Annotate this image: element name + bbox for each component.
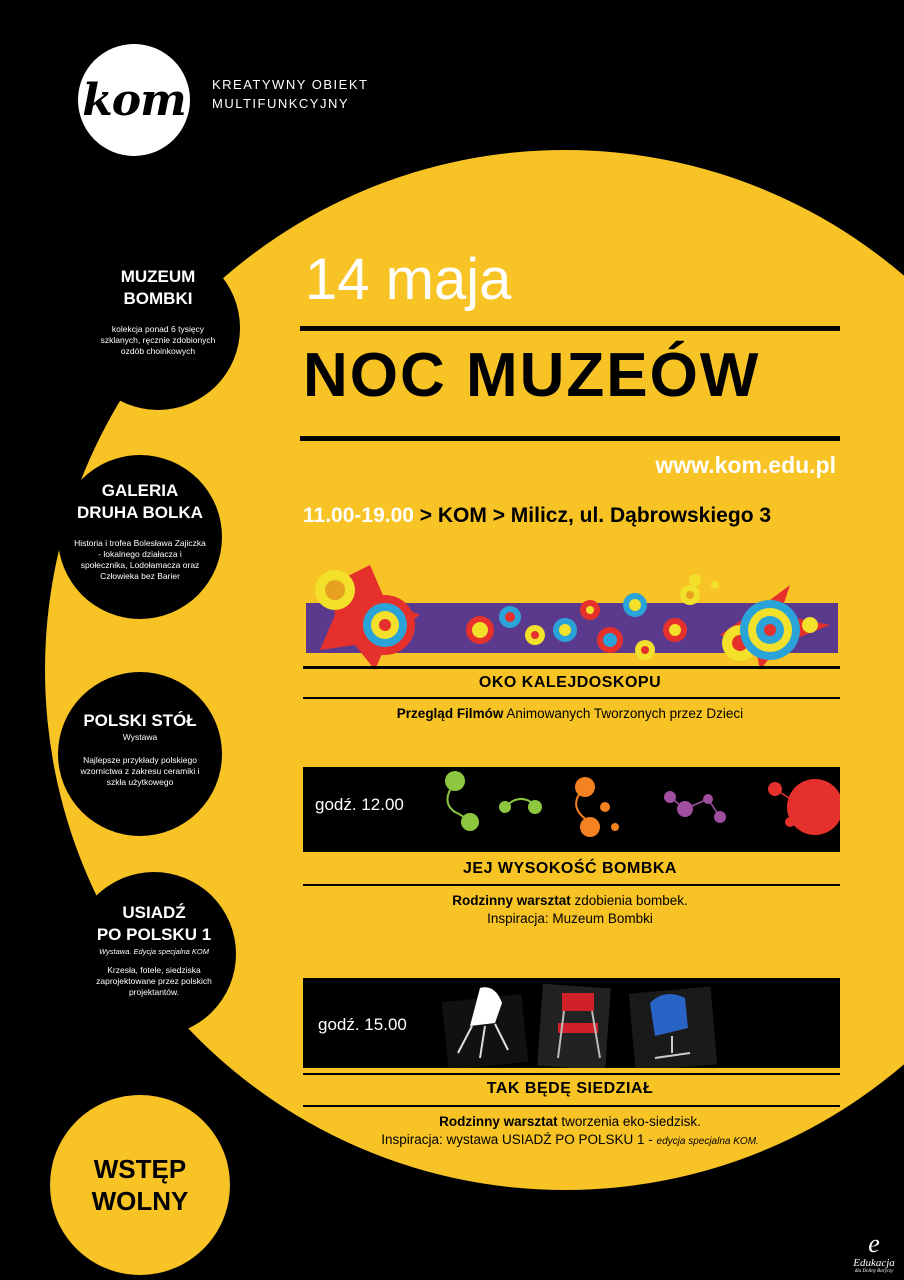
free-entry-line-2: WOLNY: [91, 1186, 189, 1216]
sidebar-title: PO POLSKU 1: [96, 925, 212, 944]
event-title: TAK BĘDĘ SIEDZIAŁ: [486, 1080, 654, 1097]
watermark-e-icon: e: [868, 1229, 880, 1258]
event-description: [300, 1113, 840, 1151]
sidebar-desc: Najlepsze przykłady polskiego wzornictwa z zakresu ceramiki i szkła użytkowego: [80, 755, 200, 787]
sidebar-title: MUZEUM: [120, 267, 196, 286]
sidebar-subtitle: Wystawa: [122, 732, 158, 742]
sidebar-desc: kolekcja ponad 6 tysięcy szklanych, ręcznie zdobionych ozdób choinkowych: [100, 324, 216, 356]
event-time-range: 11.00-19.00: [303, 504, 414, 527]
sidebar-item-polski-stol: [58, 672, 222, 836]
baubles-illustration: [430, 767, 840, 852]
watermark-line-2: dla Doliny Baryczy: [854, 1269, 894, 1274]
sidebar-desc: Krzesła, fotele, siedziska zaprojektowane przez polskich projektantów.: [96, 965, 212, 997]
sidebar-title: USIADŹ: [122, 903, 186, 922]
event-time: godź. 12.00: [315, 795, 404, 814]
event-time: godź. 15.00: [318, 1015, 407, 1034]
event-desc-bold: Rodzinny warsztat: [439, 1114, 558, 1129]
event-desc-inspiration: Inspiracja: wystawa USIADŹ PO POLSKU 1 -: [381, 1132, 657, 1147]
event-desc-text: zdobienia bombek.: [570, 893, 688, 908]
event-desc-bold: Rodzinny warsztat: [452, 893, 571, 908]
event-desc-text: Animowanych Tworzonych przez Dzieci: [503, 706, 744, 721]
page-title: NOC MUZEÓW: [303, 341, 761, 410]
website-link[interactable]: www.kom.edu.pl: [655, 452, 836, 478]
free-entry-badge: [50, 1095, 230, 1275]
sidebar-title: BOMBKI: [123, 289, 193, 308]
chairs-illustration: [440, 978, 720, 1068]
divider-line: [303, 884, 840, 886]
divider-line: [300, 436, 840, 441]
event-title: JEJ WYSOKOŚĆ BOMBKA: [463, 860, 677, 877]
kom-logo: [78, 44, 190, 156]
kaleidoscope-illustration: [300, 555, 845, 675]
free-entry-line-1: WSTĘP: [93, 1154, 187, 1184]
tagline-line-1: KREATYWNY OBIEKT: [212, 77, 369, 92]
sidebar-item-galeria-druha-bolka: [58, 455, 222, 619]
sidebar-title: GALERIA: [101, 481, 179, 500]
sidebar-subtitle: Wystawa. Edycja specjalna KOM: [98, 947, 210, 956]
event-description: [300, 705, 840, 723]
event-desc-note: edycja specjalna KOM.: [656, 1136, 759, 1147]
edukacja-watermark: [848, 1231, 900, 1274]
brand-tagline: [212, 75, 368, 113]
divider-line: [300, 326, 840, 331]
event-time-location: [303, 504, 771, 528]
watermark-line-1: Edukacja: [853, 1257, 895, 1269]
event-title: OKO KALEJDOSKOPU: [478, 674, 662, 691]
event-desc-bold: Przegląd Filmów: [396, 706, 504, 721]
divider-line: [303, 666, 840, 669]
divider-line: [303, 1105, 840, 1107]
event-date: 14 maja: [305, 247, 512, 312]
logo-text: kom: [82, 74, 186, 126]
sidebar-item-usiadz-po-polsku: [72, 872, 236, 1036]
sidebar-item-muzeum-bombki: [76, 246, 240, 410]
event-desc-inspiration: Inspiracja: Muzeum Bombki: [487, 911, 653, 926]
divider-line: [303, 697, 840, 699]
divider-line: [303, 1073, 840, 1075]
event-desc-text: tworzenia eko-siedzisk.: [557, 1114, 701, 1129]
tagline-line-2: MULTIFUNKCYJNY: [212, 96, 350, 111]
sidebar-title: POLSKI STÓŁ: [83, 711, 197, 730]
sidebar-title: DRUHA BOLKA: [77, 503, 203, 522]
sidebar-desc: Historia i trofea Bolesława Zajiczka - lokalnego działacza i społecznika, Lodołamacza oraz Człowieka bez Barier: [74, 538, 206, 581]
event-description: [300, 892, 840, 928]
event-location: > KOM > Milicz, ul. Dąbrowskiego 3: [419, 504, 772, 527]
